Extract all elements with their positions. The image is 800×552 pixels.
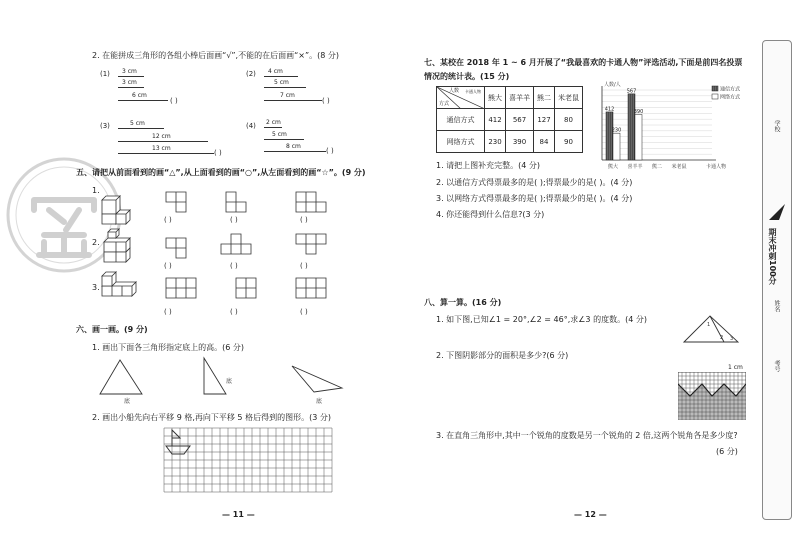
side-field: 姓名 [773,300,780,312]
table-header: 熊大 [485,87,506,109]
table-cell: 90 [555,131,583,153]
table-cell: 84 [534,131,555,153]
legend-label: 通信方式 [720,86,741,93]
angle-label: 2 [720,335,724,341]
brand-logo [767,200,787,290]
bar [635,115,642,161]
row-num: 3. [92,283,100,292]
side-field: 学校 [773,120,780,132]
grid-boat-figure [162,426,334,496]
stick [118,100,168,101]
stick-label: 8 cm [286,143,301,150]
bar-chart [588,80,748,172]
stick [118,87,144,88]
answer-blank[interactable]: ( ) [214,149,222,157]
base-label: 底 [226,378,233,385]
answer-blank[interactable]: ( ) [164,308,172,316]
table-cell: 80 [555,109,583,131]
table-header: 米老鼠 [555,87,583,109]
row-label: 通信方式 [437,109,485,131]
table-cell: 412 [485,109,506,131]
answer-blank[interactable]: ( ) [164,216,172,224]
s8-q3: 3. 在直角三角形中,其中一个锐角的度数是另一个锐角的 2 倍,这两个锐角各是多少度? [436,431,738,440]
base-label: 底 [124,398,131,405]
bar [628,94,635,160]
brand-icon [767,200,787,224]
stick-label: 4 cm [268,68,283,75]
answer-blank[interactable]: ( ) [300,308,308,316]
s6-q2: 2. 画出小船先向右平移 9 格,再向下平移 5 格后得到的图形。(3 分) [92,413,331,422]
data-label: 567 [626,88,637,95]
section8-title: 八、算一算。(16 分) [424,298,502,307]
stick-label: 6 cm [132,92,147,99]
stick-label: 5 cm [130,120,145,127]
x-axis-label: 卡通人物 [706,164,727,170]
s8-q1: 1. 如下图,已知∠1 = 20°,∠2 = 46°,求∠3 的度数。(4 分) [436,315,647,324]
section6-title: 六、画一画。(9 分) [76,325,148,334]
row-label: 网络方式 [437,131,485,153]
s7-question: 3. 以网络方式得票最多的是( );得票最少的是( )。(4 分) [436,194,633,203]
answer-blank[interactable]: ( ) [164,262,172,270]
s7-question: 2. 以通信方式得票最多的是( );得票最少的是( )。(4 分) [436,178,633,187]
stick [264,127,282,128]
unit-label: 1 cm [728,364,743,371]
category-label: 米老鼠 [671,164,687,170]
s7-question: 4. 你还能得到什么信息?(3 分) [436,210,545,219]
cube-figures [96,182,356,312]
stick [118,128,164,129]
base-label: 底 [316,398,323,405]
vote-table [436,86,583,153]
group-num: (4) [246,122,256,130]
stick-label: 2 cm [266,119,281,126]
answer-blank[interactable]: ( ) [326,147,334,155]
data-label: 412 [604,106,615,113]
page-number-left: — 11 — [222,510,255,519]
bar [613,133,620,160]
data-label: 390 [633,109,644,115]
legend-label: 网络方式 [720,94,741,101]
s8-q3-score: (6 分) [716,447,738,456]
stick [264,87,306,88]
side-field: 考号 [773,360,780,372]
s7-question: 1. 请把上图补充完整。(4 分) [436,161,541,170]
answer-blank[interactable]: ( ) [170,97,178,105]
answer-blank[interactable]: ( ) [300,262,308,270]
data-label: 230 [611,127,622,134]
stick [264,139,304,140]
page-number-right: — 12 — [574,510,607,519]
answer-blank[interactable]: ( ) [322,97,330,105]
s8-q2: 2. 下图阴影部分的面积是多少?(6 分) [436,351,569,360]
bar [606,112,613,160]
stick-label: 5 cm [272,131,287,138]
q2-title: 2. 在能拼成三角形的各组小棒后面画“√”,不能的在后面画“×”。(8 分) [92,51,339,60]
answer-blank[interactable]: ( ) [230,216,238,224]
stick [264,100,322,101]
stick-label: 13 cm [152,145,171,152]
stick-label: 5 cm [274,79,289,86]
table-corner [437,87,485,109]
table-header: 熊二 [534,87,555,109]
stick-label: 3 cm [122,79,137,86]
corner-top: 人数 [449,88,460,94]
table-header: 喜羊羊 [506,87,534,109]
stick-label: 3 cm [122,68,137,75]
corner-mid: 卡通人物 [465,89,481,94]
s6-q1: 1. 画出下面各三角形指定底上的高。(6 分) [92,343,245,352]
stick-label: 7 cm [280,92,295,99]
brand-text: 期末冲刺100分 [768,228,777,285]
angle-label: 3 [730,336,734,342]
table-cell: 230 [485,131,506,153]
category-label: 熊二 [651,164,663,170]
group-num: (3) [100,122,110,130]
stick-label: 12 cm [152,133,171,140]
section5-title: 五、请把从前面看到的画“△”,从上面看到的画“○”,从左面看到的画“☆”。(9 分) [76,168,366,177]
legend-swatch [712,94,718,99]
stick [118,153,214,154]
corner-left: 方式 [439,101,450,107]
table-cell: 390 [506,131,534,153]
category-label: 熊大 [607,164,619,170]
answer-blank[interactable]: ( ) [230,308,238,316]
section7-title: 七、某校在 2018 年 1 ~ 6 月开展了“我最喜欢的卡通人物”评选活动,下面是前四名投票情况的统计表。(15 分) [424,58,743,81]
table-cell: 127 [534,109,555,131]
stick [264,76,298,77]
category-label: 喜羊羊 [627,164,643,170]
stick [264,151,326,152]
angle-figure [680,312,742,346]
row-num: 1. [92,186,100,195]
y-axis-label: 人数/人 [604,82,621,88]
group-num: (1) [100,70,110,78]
table-cell: 567 [506,109,534,131]
angle-label: 1 [707,322,711,328]
stick [118,76,144,77]
stick [118,141,208,142]
row-num: 2. [92,238,100,247]
legend-swatch [712,86,718,91]
shaded-area-figure [678,372,746,420]
answer-blank[interactable]: ( ) [300,216,308,224]
answer-blank[interactable]: ( ) [230,262,238,270]
group-num: (2) [246,70,256,78]
